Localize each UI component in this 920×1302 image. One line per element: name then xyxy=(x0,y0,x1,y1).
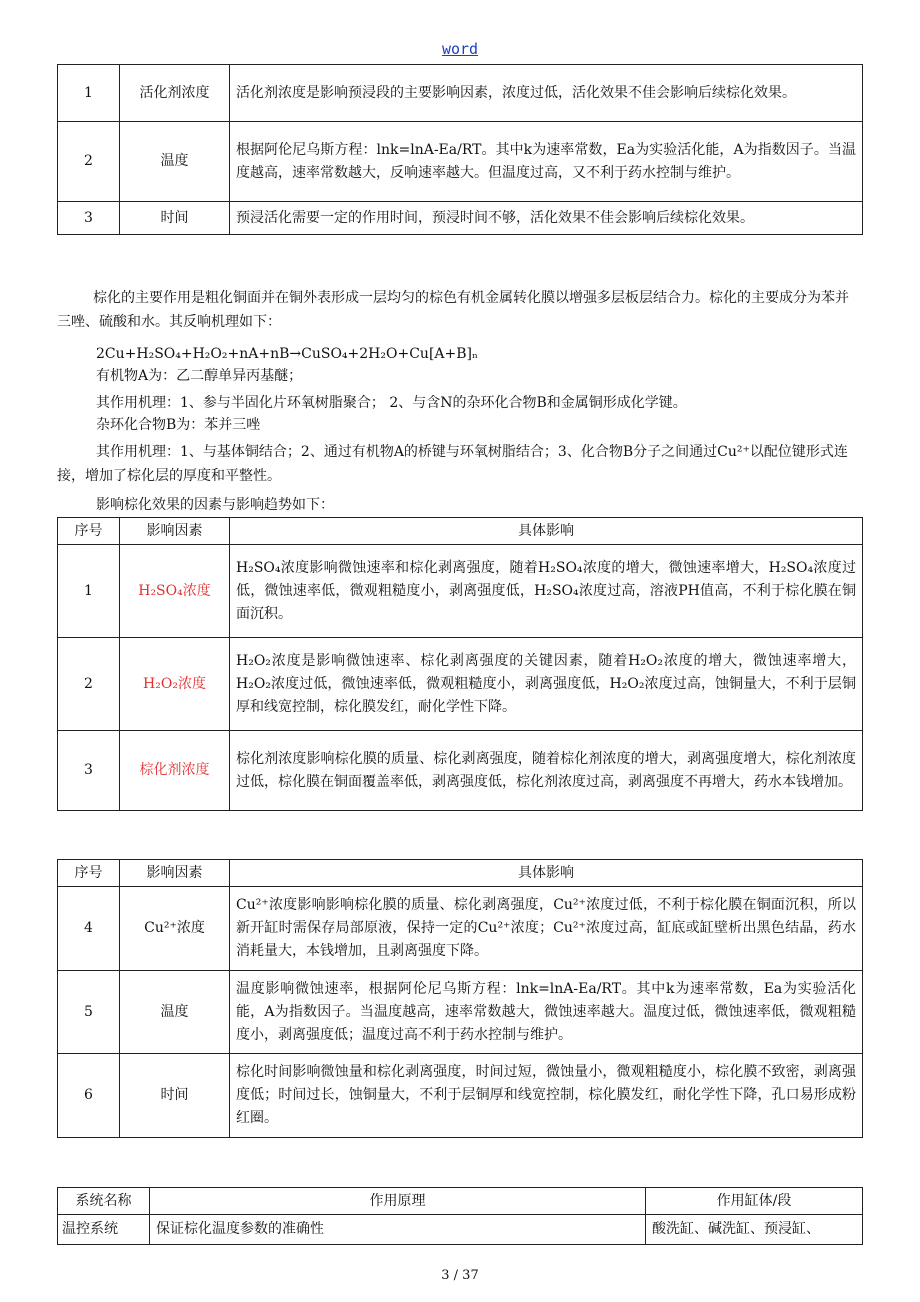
row-number: 3 xyxy=(58,202,120,235)
row-number: 2 xyxy=(58,638,120,731)
system-name: 温控系统 xyxy=(58,1215,150,1245)
row-number: 2 xyxy=(58,122,120,202)
page-header: word xyxy=(441,40,479,58)
browning-factor-table-1 xyxy=(57,517,863,811)
table-row xyxy=(58,1215,863,1245)
table-row xyxy=(58,971,863,1054)
table-row xyxy=(58,731,863,811)
factor-description: 温度影响微蚀速率，根据阿伦尼乌斯方程：lnk=lnA-Ea/RT。其中k为速率常数，Ea为实验活化能，A为指数因子。当温度越高，速率常数越大，微蚀速率越大。温度过低，微蚀速率低，微观粗糙度小，剥离强度低；温度过高不利于药水控制与维护。 xyxy=(230,971,863,1054)
factor-name: 时间 xyxy=(120,1054,230,1138)
column-header: 具体影响 xyxy=(230,518,863,545)
factor-description: 棕化时间影响微蚀量和棕化剥离强度，时间过短，微蚀量小，微观粗糙度小，棕化膜不致密，剥离强度低；时间过长，蚀铜量大，不利于层铜厚和线宽控制，棕化膜发红，耐化学性下降，孔口易形成粉红圈。 xyxy=(230,1054,863,1138)
table-row xyxy=(58,887,863,971)
table-row xyxy=(58,545,863,638)
table-row xyxy=(58,202,863,235)
compound-b-line: 杂环化合物B为：苯并三唑 xyxy=(96,417,261,433)
column-header: 影响因素 xyxy=(120,518,230,545)
factor-name: H₂SO₄浓度 xyxy=(120,545,230,638)
table-header-row xyxy=(58,518,863,545)
factor-description: 活化剂浓度是影响预浸段的主要影响因素，浓度过低，活化效果不佳会影响后续棕化效果。 xyxy=(230,65,863,122)
factor-name: 温度 xyxy=(120,971,230,1054)
column-header: 序号 xyxy=(58,860,120,887)
activation-factor-table xyxy=(57,64,863,235)
column-header: 作用缸体/段 xyxy=(646,1188,863,1215)
factor-description: 棕化剂浓度影响棕化膜的质量、棕化剥离强度，随着棕化剂浓度的增大，剥离强度增大，棕化剂浓度过低，棕化膜在铜面覆盖率低，剥离强度低，棕化剂浓度过高，剥离强度不再增大，药水本钱增加。 xyxy=(230,731,863,811)
factor-name: 时间 xyxy=(120,202,230,235)
factors-intro-line: 影响棕化效果的因素与影响趋势如下： xyxy=(96,497,334,513)
table-row xyxy=(58,1054,863,1138)
factor-name: 温度 xyxy=(120,122,230,202)
factor-description: H₂SO₄浓度影响微蚀速率和棕化剥离强度，随着H₂SO₄浓度的增大，微蚀速率增大，H₂SO₄浓度过低，微蚀速率低，微观粗糙度小，剥离强度低，H₂SO₄浓度过高，溶液PH值高，不利于棕化膜在铜面沉积。 xyxy=(230,545,863,638)
system-principle: 保证棕化温度参数的准确性 xyxy=(150,1215,646,1245)
table-header-row xyxy=(58,1188,863,1215)
factor-description: Cu²⁺浓度影响影响棕化膜的质量、棕化剥离强度，Cu²⁺浓度过低，不利于棕化膜在铜面沉积，所以新开缸时需保存局部原液，保持一定的Cu²⁺浓度；Cu²⁺浓度过高，缸底或缸壁析出黑色结晶，药水消耗量大，本钱增加，且剥离强度下降。 xyxy=(230,887,863,971)
table-row xyxy=(58,65,863,122)
factor-description: H₂O₂浓度是影响微蚀速率、棕化剥离强度的关键因素，随着H₂O₂浓度的增大，微蚀速率增大，H₂O₂浓度过低，微蚀速率低，微观粗糙度小，剥离强度低，H₂O₂浓度过高，蚀铜量大，不利于层铜厚和线宽控制，棕化膜发红，耐化学性下降。 xyxy=(230,638,863,731)
column-header: 影响因素 xyxy=(120,860,230,887)
column-header: 作用原理 xyxy=(150,1188,646,1215)
organic-a-line: 有机物A为：乙二醇单异丙基醚； xyxy=(96,368,303,384)
intro-paragraph: 棕化的主要作用是粗化铜面并在铜外表形成一层均匀的棕色有机金属转化膜以增强多层板层结合力。棕化的主要成分为苯并三唑、硫酸和水。其反响机理如下： xyxy=(57,290,849,330)
row-number: 1 xyxy=(58,545,120,638)
factor-name: 棕化剂浓度 xyxy=(120,731,230,811)
factor-name: Cu²⁺浓度 xyxy=(120,887,230,971)
mechanism-a-line: 其作用机理：1、参与半固化片环氧树脂聚合； 2、与含N的杂环化合物B和金属铜形成化学键。 xyxy=(96,395,687,411)
row-number: 5 xyxy=(58,971,120,1054)
system-tanks: 酸洗缸、碱洗缸、预浸缸、 xyxy=(646,1215,863,1245)
row-number: 3 xyxy=(58,731,120,811)
row-number: 4 xyxy=(58,887,120,971)
column-header: 具体影响 xyxy=(230,860,863,887)
table-row xyxy=(58,122,863,202)
factor-name: 活化剂浓度 xyxy=(120,65,230,122)
reaction-equation: 2Cu+H₂SO₄+H₂O₂+nA+nB→CuSO₄+2H₂O+Cu[A+B]ₙ xyxy=(96,346,479,362)
row-number: 6 xyxy=(58,1054,120,1138)
mechanism-b-paragraph: 其作用机理：1、与基体铜结合；2、通过有机物A的桥键与环氧树脂结合；3、化合物B分子之间通过Cu²⁺以配位键形式连接，增加了棕化层的厚度和平整性。 xyxy=(57,444,848,484)
row-number: 1 xyxy=(58,65,120,122)
factor-description: 预浸活化需要一定的作用时间，预浸时间不够，活化效果不佳会影响后续棕化效果。 xyxy=(230,202,863,235)
page-number: 3 / 37 xyxy=(441,1268,479,1283)
factor-description: 根据阿伦尼乌斯方程：lnk=lnA-Ea/RT。其中k为速率常数，Ea为实验活化能，A为指数因子。当温度越高，速率常数越大，反响速率越大。但温度过高，又不利于药水控制与维护。 xyxy=(230,122,863,202)
browning-factor-table-2 xyxy=(57,859,863,1138)
system-table xyxy=(57,1187,863,1245)
factor-name: H₂O₂浓度 xyxy=(120,638,230,731)
column-header: 序号 xyxy=(58,518,120,545)
table-header-row xyxy=(58,860,863,887)
table-row xyxy=(58,638,863,731)
column-header: 系统名称 xyxy=(58,1188,150,1215)
